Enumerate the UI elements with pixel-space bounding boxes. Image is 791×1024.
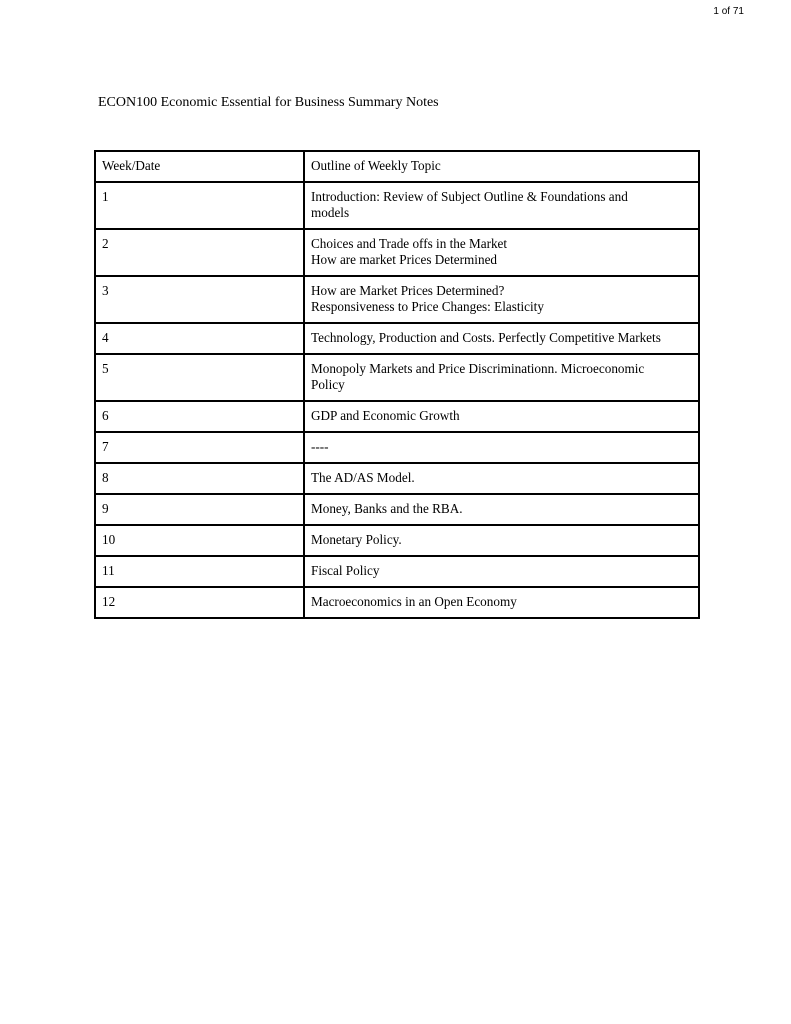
topic-cell: Choices and Trade offs in the Market How are market Prices Determined	[304, 229, 699, 276]
weekly-topics-table	[94, 150, 700, 619]
header-week-date: Week/Date	[95, 151, 304, 182]
topic-cell: Fiscal Policy	[304, 556, 699, 587]
table-row	[95, 182, 699, 229]
week-cell: 11	[95, 556, 304, 587]
table-header-row	[95, 151, 699, 182]
document-title: ECON100 Economic Essential for Business Summary Notes	[98, 95, 439, 110]
topic-cell: Technology, Production and Costs. Perfectly Competitive Markets	[304, 323, 699, 354]
table-row	[95, 323, 699, 354]
table-row	[95, 229, 699, 276]
table-row	[95, 354, 699, 401]
topic-cell: Monopoly Markets and Price Discriminationn. Microeconomic Policy	[304, 354, 699, 401]
topic-cell: ----	[304, 432, 699, 463]
week-cell: 8	[95, 463, 304, 494]
week-cell: 3	[95, 276, 304, 323]
table-row	[95, 525, 699, 556]
topic-cell: How are Market Prices Determined? Responsiveness to Price Changes: Elasticity	[304, 276, 699, 323]
week-cell: 1	[95, 182, 304, 229]
topic-cell: Monetary Policy.	[304, 525, 699, 556]
week-cell: 5	[95, 354, 304, 401]
table-row	[95, 494, 699, 525]
header-outline-topic: Outline of Weekly Topic	[304, 151, 699, 182]
week-cell: 6	[95, 401, 304, 432]
week-cell: 4	[95, 323, 304, 354]
table-row	[95, 432, 699, 463]
table-row	[95, 463, 699, 494]
table-row	[95, 556, 699, 587]
table-row	[95, 276, 699, 323]
table-row	[95, 587, 699, 618]
week-cell: 2	[95, 229, 304, 276]
topic-cell: The AD/AS Model.	[304, 463, 699, 494]
week-cell: 9	[95, 494, 304, 525]
page-counter: 1 of 71	[713, 6, 744, 17]
week-cell: 10	[95, 525, 304, 556]
topic-cell: GDP and Economic Growth	[304, 401, 699, 432]
week-cell: 7	[95, 432, 304, 463]
week-cell: 12	[95, 587, 304, 618]
topic-cell: Macroeconomics in an Open Economy	[304, 587, 699, 618]
topic-cell: Money, Banks and the RBA.	[304, 494, 699, 525]
table-row	[95, 401, 699, 432]
topic-cell: Introduction: Review of Subject Outline & Foundations and models	[304, 182, 699, 229]
